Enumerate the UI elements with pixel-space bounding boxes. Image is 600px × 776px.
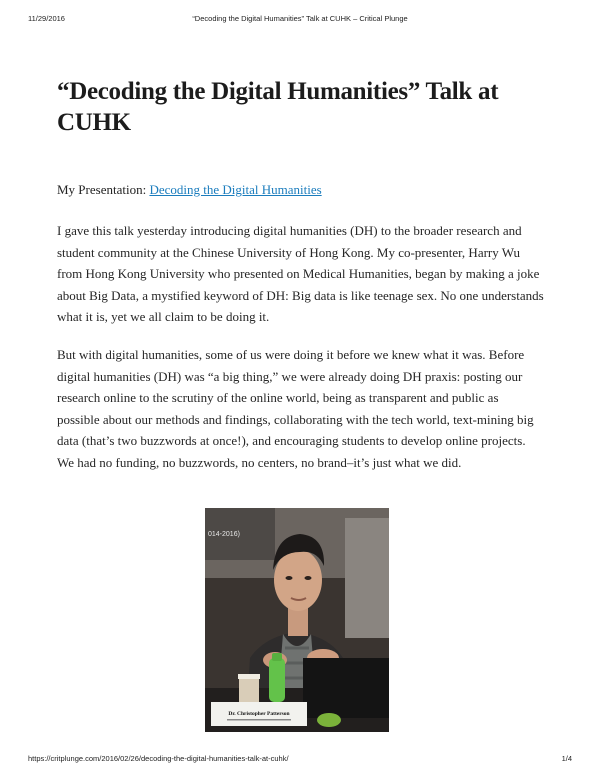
print-footer xyxy=(0,754,600,766)
article-title: “Decoding the Digital Humanities” Talk at CUHK xyxy=(57,78,499,136)
page-url: https://critplunge.com/2016/02/26/decoding-the-digital-humanities-talk-at-cuhk/ xyxy=(28,754,289,763)
presenter-photo xyxy=(205,508,389,732)
paragraph-2: But with digital humanities, some of us were doing it before we knew what it was. Before digital humanities (DH) was “a big thing,” we were already doing DH praxis: posting our research online to the scrutiny of the online world, being as transparent and public as possible about our methods and findings, collaborating with the tech world, text-mining big data (that’s two buzzwords at once!), and encouraging students to develop online projects. We had no funding, no buzzwords, no centers, no brand–it’s just what we did. xyxy=(57,347,534,470)
presentation-line xyxy=(57,181,322,199)
print-date: 11/29/2016 xyxy=(28,14,65,23)
screen-text: 014-2016) xyxy=(208,531,240,538)
print-header xyxy=(0,14,600,26)
page-number: 1/4 xyxy=(561,754,572,763)
nameplate-text: Dr. Christopher Patterson xyxy=(228,711,290,717)
presentation-label: My Presentation: xyxy=(57,182,147,197)
presentation-link[interactable]: Decoding the Digital Humanities xyxy=(149,182,322,197)
print-page-title: “Decoding the Digital Humanities” Talk at CUHK – Critical Plunge xyxy=(192,14,408,23)
paragraph-1: I gave this talk yesterday introducing digital humanities (DH) to the broader research and student community at the Chinese University of Hong Kong. My co-presenter, Harry Wu from Hong Kong University who presented on Medical Humanities, began by making a joke about Big Data, a mystified keyword of DH: Big data is like teenage sex. No one understands what it is, yet we all claim to be doing it. xyxy=(57,223,544,325)
presenter-photo-illustration xyxy=(205,508,389,732)
